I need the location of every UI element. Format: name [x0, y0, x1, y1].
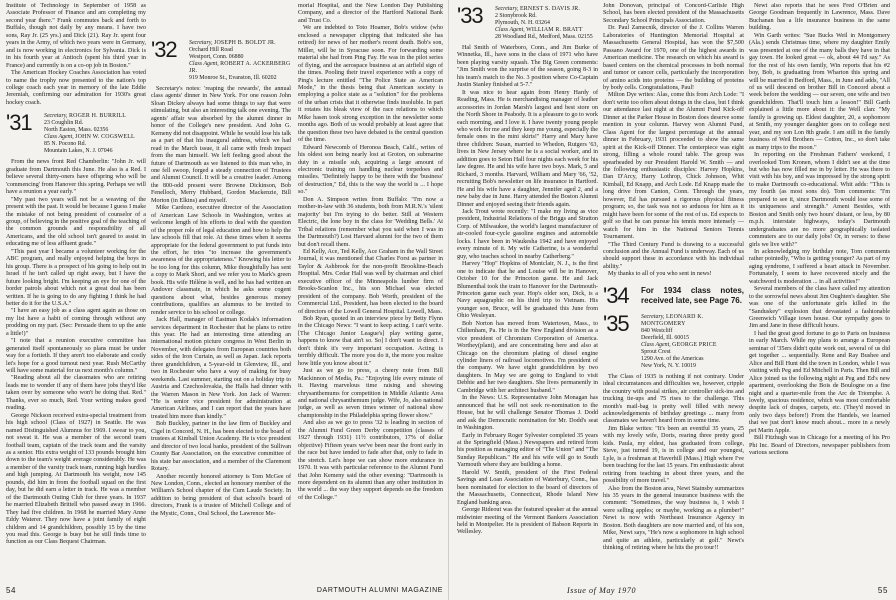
- agent-name: ROBERT A. ACKERBERG JR.: [189, 61, 291, 74]
- class-1934-notice: [603, 282, 744, 308]
- paragraph: Early in February Roger Sylvester completed 35 years at the Springfield (Mass.) Newspapers and retired from his position as managing editor of "The Union" and "The Sunday Republican." He and his wife will go to South Yarmouth where they are building a home.: [457, 432, 598, 469]
- paragraph: Bob Norton has moved from Watertown, Mass., to Chiltenham, Pa. He is in the New England division as a vice president of Chromium Corporation of America. Worthey(plant), and are concentrating here and also at Chicago on the chromium plating of diesel engine cylinder liners of railroad locomotives. I'm president of the company. We have eight grandchildren by two daughters. In May we are going to England to visit Debbie and her two daughters. She lives permanently in Cambridge with her architect husband.": [457, 320, 598, 394]
- issue-label: Issue of May 1970: [567, 586, 637, 595]
- paragraph: Harvey "Hop" Hopkins of Montclair, N. J., is the first one to indicate that he and Louise will be in Hanover, October 10 for the Princeton game. He and Jack Blumenthal took the train to Hanover for the Dartmouth-Princeton game each year. Hop's older son, Dick, is a Navy aquagraphic on his third trip to Vietnam. His younger son, Bruce, will be graduated this June from Ohio Wesleyan.: [457, 261, 598, 320]
- agent-address: 919 Monroe St., Evanston, Ill. 60202: [189, 75, 277, 81]
- secretary-address: Orchard Hill Road: [189, 47, 233, 53]
- column-5: [603, 3, 744, 582]
- class-officers: [44, 112, 146, 155]
- paragraph: Bob Ryan, quoted in an interview piece by Betty Flynn in the Chicago News: "I want to keep acting. I can't write. [The Chicago Junior League's] play writing game, happens to know that ain't so. So] I don't want to direct. I don't think it's very important occupation. Acting is terribly difficult. The more you do it, the more you realize how little you know about it.": [298, 316, 443, 367]
- column-6: [749, 3, 890, 582]
- page-number: 55: [877, 586, 888, 595]
- secretary-role: Secretary,: [189, 40, 213, 46]
- paragraph: George Nickson received extra-special treatment from his high school (Class of 1927) in Seattle. He was named Distinguished Alumnus for 1969. I swear to you, not sweat it. He was a member of the second team football team, captain of the track team and the varsity as a senior. His extra weight of 133 pounds brought him down to the team's weight average considerably. He was a member of the varsity track team, running high hurdles and high jumping. At Dartmouth his weight, now 145 pounds, did him in from the football squad on the first day, but he did earn a letter in track. He was a member of the Dartmouth Outing Club for three years. In 1937 he married Elizabeth Brittell who passed away in 1966. They had five children. In 1968 he married Mary Anne Eddy Waterer. They now have a joint family of eight children and 14 grandchildren, possibly 15 by the time you read this. George is busy but he still finds time to function as our Class Bequest Chairman.: [6, 412, 146, 546]
- agent-role: Class Agent,: [189, 61, 219, 67]
- agent-role: Class Agent,: [495, 27, 525, 33]
- secretary-name: ERNEST S. DAVIS JR.: [519, 6, 581, 12]
- secretary-role: Secretary,: [44, 113, 68, 120]
- secretary-address: Deerfield, Ill. 60015: [641, 334, 690, 341]
- agent-address: Sprout Crest: [641, 348, 671, 355]
- magazine-title: DARTMOUTH ALUMNI MAGAZINE: [316, 587, 443, 594]
- paragraph: morial Hospital, and the New London Day Publishing Company, and a director of the Hartford National Bank and Trust Co.: [298, 3, 443, 24]
- paragraph: John Donovan, principal of Concord-Carlisle High School, has been elected president of the Massachusetts Secondary School Principals Association.: [603, 3, 744, 24]
- secretary-address: Plymouth, N. H. 03264: [495, 20, 550, 26]
- paragraph: Newt also reports that he sees Fred O'Brien and George Goodman frequently in Lawrence, Mass. Dave Buchanan has a life insurance business in the same building.: [749, 3, 890, 32]
- class-officers: [641, 313, 744, 370]
- paragraph: "The Third Century Fund is drawing to a successful conclusion and the Annual Fund is underway. Each of us should support these in accordance with his individual ability.": [603, 241, 744, 270]
- secretary-address: Westport, Conn. 06880: [189, 54, 244, 60]
- agent-role: Class Agent,: [641, 341, 671, 348]
- page-number: 54: [6, 586, 17, 595]
- paragraph: Don A. Simpson writes from Buffalo: "I'm now a mother-in-law with 36 students, both from M.R.N.'s 'silent majority' but I'm trying to do better. Still at Western Electric, the lone boy in the class for 'Wedding Bells.' At Tribal relations (remember what you said when I was in the Dartmouth?) Lost Harvard alumni for the two of them but don't recall them.: [298, 196, 443, 248]
- class-year: '35: [603, 310, 629, 336]
- class-officers: [189, 39, 291, 82]
- paragraph: Also from the Boston area, Newt Stainsby summarizes his 35 years in the general insurance business with the comment: "Sometimes, the way business is, I wish I were selling apples; or maybe, working as a plumber!" Newt is now with Northeast Insurance Agency in Boston. Both daughters are now married and, of his son, Mike, Newt says, "He's now a sophomore in high school and quite an athlete, particularly at golf." Newt's thinking of retiring where he hits the pro tour!!: [603, 485, 744, 552]
- right-footer: [449, 585, 896, 597]
- secretary-role: Secretary,: [495, 6, 519, 12]
- agent-name: JOHN W. COGSWELL: [75, 134, 135, 141]
- paragraph: In the News: U.S. Representative John Monagan has announced that he will not seek re-nomination to the House, but he will challenge Senator Thomas J. Dodd and ask the Democratic nomination for Mr. Dodd's seat in Washington.: [457, 395, 598, 432]
- paragraph: In reporting on the Freshman Fathers' weekend, I overlooked Tom Kronen, whom I didn't see at the time but who has now filled me in by letter. He was there to visit with his boy, and was impressed by the strong spirit to make Dartmouth co-educational. Whit adds: "This is my fourth (as most sons do). Tom comments: "I'm prepared to see it, since Dartmouth would lose some of its uniqueness and strength." Ameni Besides, with Boston and Smith only two hours' distant, or less, by 80 m.p.h. interstate highways, today's Dartmouth undergraduates are no more geographically isolated commuters are to our daily jobs! Or, in verses: to these girls we live with?": [749, 152, 890, 248]
- secretary-name: LEONARD K. MONTGOMERY: [641, 313, 704, 327]
- paragraph: "I note that a reunion executive committee has generated itself spontaneously so plans must be under way for a fortieth. If they aren't too elaborate and costly let's hope for a good turnout next year. Rush McCarthy will have some material for us next month's column.": [6, 338, 146, 375]
- agent-address: 1290 Ave. of the Americas: [641, 355, 704, 362]
- paragraph: "Reading about all the classmates who are retiring leads me to wonder if any of them have jobs they'd like taken over by someone who won't be doing that. Red." Thanks, ever so much, Red. Your writing makes good reading.: [6, 375, 146, 412]
- paragraph: From the news front Red Chamberlin: "John Jr. will graduate from Dartmouth this June. He also is a Red. I believe several thirty-oners have offspring who will be 'commencing' from Hanover this spring. Perhaps we will have a reunion a year early.": [6, 159, 146, 196]
- paragraph: Institute of Technology in September of 1958 as Associate Professor of Finance and am completing my second year there." Frank commutes back and forth to Buffalo, though not daily by any means. I have two sons, Ray Jr. (25 yrs.) and Dick (21). Ray Jr. spent four years in the Army, of which two years were in Germany, and is now working in electronics for Sylvania. Dick is in his fourth year at Antioch (spent his third year in France) and currently is on a co-op job in Boston.": [6, 3, 146, 69]
- secretary-address: 23 Coughlin Rd.: [44, 120, 84, 127]
- paragraph: Secretary's notes: 'reaping the rewards', the annual class agents' dinner in New York. For one reason John Sloan Dickey always had some things to say that were stimulating, but also an interesting talk one evening. The agents' affair was absorbed by the alumni dinner in honor of the College's new president. And John G. Kemeny did not disappoint. While he would lose his talk as a part of that his inaugural address, which we had read in the March issue, it all came with fresh impact from the man himself. We left feeling good about the future of Dartmouth as we listened to this man who, in one fell swoop, forged a steady connection of Trustees and Alumni Council. It will be a creative leader. Among the 800-odd present were Browne Dickinson, Bob Fenelloch, Merry Hubbard, Gordon Mackenzie, Bill Morton (in Elkins) and myself.: [151, 86, 291, 204]
- paragraph: The American Hockey Coaches Association has voted to name the trophy now presented to the nation's top college coach each year in memory of the late Eddie Jeremiah, confirming our admiration for 1930's great hockey coach.: [6, 70, 146, 106]
- secretary-name: ROGER H. BURRILL: [68, 113, 127, 120]
- class-header-1932: [151, 39, 291, 82]
- agent-name: GEORGE PRICE: [672, 341, 717, 348]
- agent-address: Mountain Lakes, N. J. 07046: [44, 148, 113, 155]
- paragraph: Another recently honored attorney is Tom McGee of New London, Conn., elected an honorary member of the William's School chapter of the Cum Laude Society. In addition to being president of that school's board of directors, Frank is a trustee of Mitchell College and of the Mystic, Conn., Oral School, the Lawrence Me-: [151, 473, 291, 517]
- paragraph: Milton Dye writes: Alas, come this from Arch Lode: "I don't write too often about doings in the class, but I think our attendance last night at the Alumni Fund Kick-off Dinner at the Parker House in Boston does deserve some mention in your column. Harvey won Alumni Fund, Class Agent for the largest percentage at the annual dinner in February, 1931 proceeded to show the same spirit at the Kick-off Dinner. The centerpiece was eight strong, filling a whole round table. The group was spearheaded by our President Harold W. Smith — and the following enthusiastic disciples: Harvey Hopkins, Dan D'Arcy, Harry Lothrop, Chick Johnson, Whit Kimball, Ed Knapp, and Arch Lode. Ed Knapp made the long drive from Canton, Conn. Through the years, however, Ed has pursued a rigorous physical fitness program; so, the task was not so arduous for him as it might have been for some of the rest of us. Ed expects to golf so that he can pursue his tennis more intensely — watch for him in the National Seniors Tennis Tournament.: [603, 92, 744, 241]
- paragraph: Harold W. Smith, president of the First Federal Savings and Loan Association of Waterbury, Conn., has been nominated for election to the board of directors of the Massachusetts, Connecticut, Rhode Island New England banking area.: [457, 469, 598, 506]
- paragraph: Ed Kelly, Ace, Ted Kelly, Ace Graham in the Wall Street Journal, it was mentioned that Charles Forst as partner in Taylor & Ashbrook for the non-profit Brookline-Beach Hospital. Mrs. Cedar Hall was well by chairman and chief executive officer of the Minneapolis lumber firm of Brooks-Scanlon Inc., his son Michael was elected president of the company. Bob Worth, president of the Commercial Ltd., President, has been elected to the board of directors of the Lowell General Hospital. Lowell, Mass.: [298, 248, 443, 315]
- secretary-name: JOSEPH B. BOLDT JR.: [213, 40, 276, 46]
- class-year: '33: [457, 3, 483, 28]
- agent-address: 28 Woodland Rd., Medford, Mass. 02155: [495, 34, 593, 40]
- agent-address: 85 N. Pocono Rd.: [44, 141, 87, 148]
- paragraph: It was nice to hear again from Henry Hardy of Reading, Mass. He is merchandising manager of leather accessories in Jordan Marsh's largest and best store on the North Shore in Peabody. It is a pleasure to go to work each morning, and I love it. I have twenty young people who work for me and they keep me young, especially the female ones in the mini skirts!" Harry and Mary have three children: Susan, married to Whedon, Rutgers '63, lives in New Jersey where he is a social worker, and in addition goes to Seton Hall four nights each week for his law degree. He and his wife have two boys. Mark, 5 and Richard, 3 months. Harvard, William and Mary '66, '52, recruiting Bob's newsletter on life insurance in Hartford. He and his wife have a daughter, Jennifer aged 2, and a new baby due in June. Harry attended the Boston Alumni Dinner and enjoyed seeing their friends again.: [457, 89, 598, 208]
- paragraph: Dr. Paul Zamecnik, director of the J. Collins Warren Laboratories of Huntington Memorial Hospital at Massachusetts General Hospital, has won the $7,500 Passano Award for 1970, one of the highest awards in American medicine. The research on which his award is based centers on the chemical processes in both normal and tumor or cancer cells, particularly the incorporation of amino acids into proteins — the building of proteins by body cells. Congratulations, Paul!: [603, 25, 744, 91]
- agent-role: Class Agent,: [44, 134, 74, 141]
- paragraph: Jim Blake writes: "It's been an eventful 35 years, 25 with my lovely wife, Doris, rearing three pretty good kids. Paula, my eldest, has graduated from college, Steve, just turned 19, is in college and our youngest, Lyle, is a freshman at Haverhill (Mass.) High where I've been teaching for the last 15 years. I'm enthusiastic about retiring from teaching in about three years, and the possibility of more travel.": [603, 425, 744, 485]
- column-3: [298, 3, 443, 582]
- paragraph: We are indebted to Toto Hoamer, Bob's widow (who enclosed a newspaper clipping that indicated she has retired) for news of her mother's recent death. Bob's son, Miller, will be in Syracuse soon. For forwarding some material she had from Ping Fay. He was in the pilot series of flying, and the aerospace business at an airfield sign of the times. Pooling their travel experience with a copy of Ping's lecture entitled "The Police State as American Mode," in the thesis being that American society is employing a police state as a "solution" for the problems of the urban crisis that it otherwise finds insoluble. In part it rotates his bleak view of the race relations to which Mike hasen took strong exception in the newsletter some months ago. Both of us would probably at least agree that the question these two have debated is the central question of the time.: [298, 25, 443, 144]
- notice-text: For 1934 class notes, received late, see Page 76.: [641, 286, 744, 305]
- agent-name: WILLIAM R. BRATT: [526, 27, 583, 33]
- class-header-1933: [457, 5, 598, 41]
- left-footer: [0, 585, 448, 597]
- paragraph: In acknowledging my birthday note, Tom comments rather pointedly, "Who is getting younger? As part of my aging syndrome, I suffered a heart attack in November. Fortunately, I seem to have recovered nicely and the watchword is moderation ... in all activities!": [749, 248, 890, 285]
- paragraph: Bill Fitzhugh was in Chicago for a meeting of his Pro Phi Inc. Board of Directors, newspaper publishers from various sections: [749, 435, 890, 457]
- paragraph: I had the great good fortune to go to Paris on business in early March. While my plans to arrange a European seminar of '35ers didn't quite work out, several of us did get together ... sequentially. Rene and Ray Bushee and Alice and Bill Hunt did the town in London, while I was visiting with Peg and Ed Mitchell in Paris. Then Bill and Alice joined us the following night at Peg and Ed's new apartment, overlooking the Bois de Boulogne on a fine night and a quarter-mile from the Arc de Triomphe. A lovely, spacious residence, which was most comfortable despite lack of drapes, carpets, etc. (They'd moved in only two days before!) From the Handels, we learned that we just don't know much about... more in a newly pet Marin Apple.: [749, 330, 890, 434]
- secretary-address: North Easton, Mass. 02356: [44, 127, 109, 134]
- paragraph: Edward Newcomb of Heronoa Beach, Calif., writes of his oldest son being nearly lost at Groton, on submarine duty in a missile sub, acquiring a large amount of electronic training on handling nuclear torpedoes and missiles. "Definitely happy to be there with the 'business' of destruction," Ed, this is the way the world is ... I hope so.": [298, 144, 443, 196]
- paragraph: Win Garth writes: "Sue Bucks Weil in Montgomery (Ala.) sends Christmas time, where my daughter Emily was presented at one of the many balls they have in that gay town. He looked great — ok, about 44 I'd say." As for the rest of his own family, Win reports that his #2 boy, Bob, is graduating from Wharton this spring and will be married in Bedford, Mass., in June and adds, "All of us will descend on brother Bill in Concord about a week before the wedding — our seven, one wife and two grandchildren. That'll touch him a lesson!" Bill Garth explained a little more about it: the Well clan: "My family is growing up. Eldest daughter, 20, a sophomore at Smith, my younger daughter goes on to college next year, and my son Lon 8th grade. I am still in the family business of Weil Brothers — Cotton, Inc., so don't take as many trips to the moon.": [749, 32, 890, 151]
- paragraph: Mike Cardozo, executive director of the Association of American Law Schools in Washington, writes at welcome length of his efforts to deal with the question of the proper role of legal education and how to help the law schools fill that role. At these times when it seems appropriate for the federal government to put funds into the effort, he tries "to increase the government's awareness of the appropriateness." Knowing his letter to be too long for this column, Mike thoughtfully has sent a copy to Mark Short, and we refer you to Mark's green book. His wife Hélène is well, and he has had written an Andover classmate, in which he asks some cogent questions about what, besides generous money contributions, qualifies an alumnus to be invited to render service to his school or college.: [151, 205, 291, 316]
- paragraph: Bob Buckley, partner in the law firm of Buckley and Cigel in Concord, N. H., has been elected to the board of trustees at Kimball Union Academy. He is vice president and director of two local banks, president of the Sullivan County Bar Association, on the executive committee of his state bar association, and a member of the Claremont Rotary.: [151, 421, 291, 473]
- paragraph: "This past year I became a volunteer working for the ABC program, and really enjoyed helping the boys in his group. There is a prospect of his going to help out in Israel if he isn't called up right away, but I have the future looking bright. I'm keeping an eye for one of the border patrols about which not a great deal has been written. If he is going to do any fighting I think he had better do it for the U.S.A.": [6, 248, 146, 307]
- paragraph: Several members of the class have called my attention to the sorrowful news about Jim Oughten's daughter. She was one of the unfortunate girls killed in the "Sanduskey" explosion that devastated a fashionable Greenwich Village town house. Our sympathy goes to Jim and Jane in these difficult hours.: [749, 286, 890, 330]
- paragraph: Jack Trout wrote recently: "I make my living as vice president, Industrial Relations of the Briggs and Stratton Corp. of Milwaukee, the world's largest manufacturer of air-cooled four-cycle gasoline engines and automobile locks. I have been in Waukesha 1942 and have enjoyed every minute of it. My wife Catherine, is a wonderful guy, who teaches school in nearby Catherberg.": [457, 208, 598, 260]
- column-1: [6, 3, 146, 582]
- column-2: [151, 3, 291, 582]
- paragraph: Hal Smith of Waterboro, Conn., and Jim Burke of Winnetka, Ill., have sons in the class of 1971 who have been playing varsity squash. The Big Green comments: "Jim Smith won the surprise of the season, going 8-3 in his team's match to the No. 3 position where Co-Captain Justin Stanley finished at 5-7.": [457, 45, 598, 89]
- paragraph: And also as we go to press '32 is leading in section of the Alumni Fund Green Derby competition (classes of 1927 through 1931) 11½ contributors, 17% of dollar objective) Fifteen years we've been near the front early in the race but have tended to fade after that, only to fade in the stretch. Let's hope we can show more endurance in 1970. It was with particular reference to the Alumni Fund that John Kemeny said the other evening: "Dartmouth is more dependent on its alumni than any other institution in the world ... the way they support depends on the freedom of the College.": [298, 420, 443, 501]
- class-year: '32: [151, 37, 177, 62]
- secretary-address: 2 Stonybrook Rd.: [495, 13, 537, 19]
- paragraph: My thanks to all of you who sent in news!: [608, 271, 712, 278]
- class-year: '31: [6, 110, 32, 136]
- class-header-1931: [6, 112, 146, 155]
- agent-address: New York, N. Y. 10019: [641, 362, 696, 369]
- paragraph: Just as we go to press, a cheery note from Bill Mackinnon of Media, Pa.: "Enjoying life every minute of it. Having marvelous time raising and showing chrysanthemums for competition in Middle Atlantic Area and national chrysanthemum judge. Wife, Jo, also national judge, as well as seven times winner of national show championship in the Philadelphia spring flower show.": [298, 368, 443, 419]
- paragraph: George Rideout was the featured speaker at the annual midwinter meeting of the Vermont Bankers Association held in Montpelier. He is president of Babson Reports in Wellesley.: [457, 507, 598, 536]
- paragraph: "I have an easy job as a class agent again as those on my list have a habit of coming through without any prodding on my part. (Sec: Persuade them to up the ante a little!)": [6, 308, 146, 337]
- class-year: '34: [603, 282, 629, 308]
- secretary-role: Secretary,: [641, 313, 665, 320]
- secretary-address: 840 Westcliff: [641, 327, 673, 334]
- column-4: [457, 3, 598, 582]
- paragraph: The Class of 1935 is nothing if not contrary. Under ideal circumstances and difficulties we, however, cripple the country with postal strikes, air controller sick-ins and trucking tie-ups and 75 rises to the challenge. This month's mail-bag is pretty well filled with newsy acknowledgements of birthday greetings ... many from classmates we haven't heard from in some time.: [603, 373, 744, 425]
- paragraph: "My past two years will not be a weaving of the present with the past. It would be because I guess I make the mistake of not being president of counselor of a group, of believing in the positive goal of the teaching of the common grounds and responsibility of all Americans, and the old school isn't geared to assist in educating me of less affluent grade.": [6, 196, 146, 248]
- right-page: [449, 0, 896, 600]
- class-officers: [495, 5, 598, 41]
- class-header-1935: [603, 310, 744, 370]
- paragraph: Jack Hall, manager of Eastman Kodak's information services department in Rochester that he plans to retire this year. He had an interesting time attending an international motion picture congress in West Berlin in November, with delegates from European countries both sides of the Iron Curtain, as well as Japan. Jack reports three grandchildren, a 5-year-old in Glenview, Ill., and two in Rochester who have a way of making for busy weekends. Last summer, starting out on a holiday trip to Austria and Czechoslovakia, the Halls had dinner with the Warren Mason in New York. Jon Jack of Warren: "He is senior vice president for administration at American Airlines, and I can report that the years have treated him more than kindly.": [151, 317, 291, 420]
